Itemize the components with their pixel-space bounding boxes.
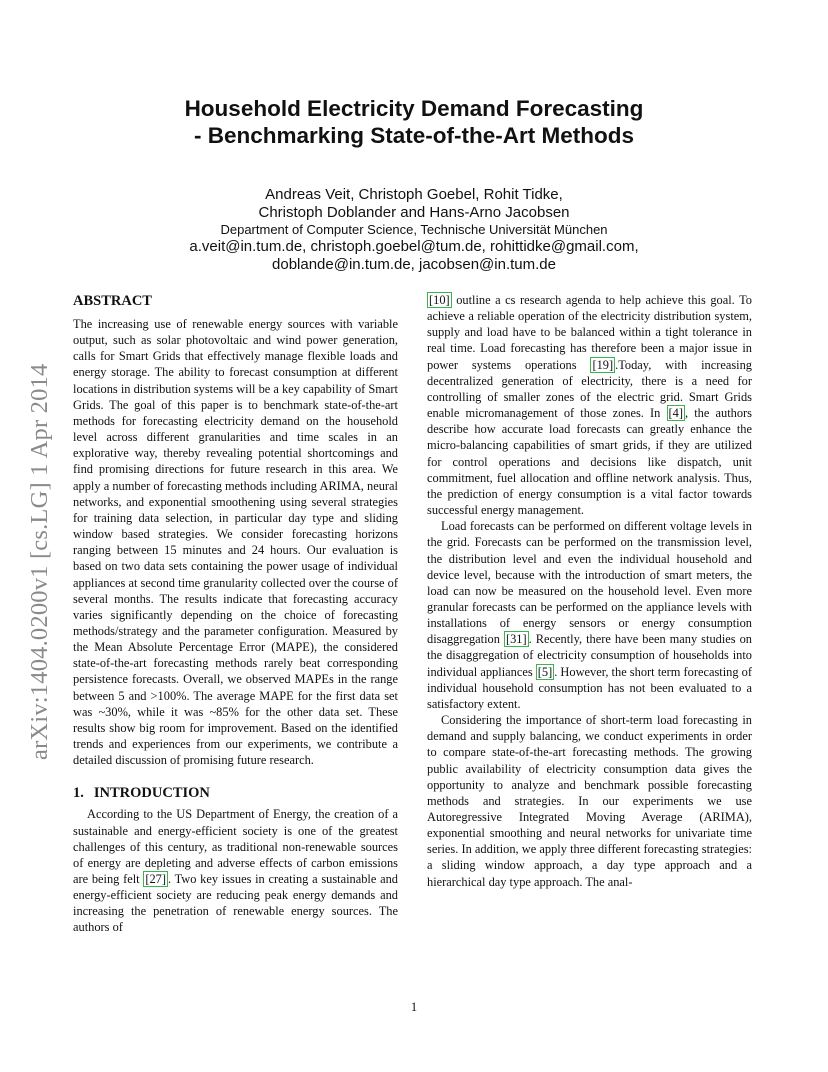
citation-link[interactable]: [27]	[145, 872, 166, 886]
authors-line-2: Christoph Doblander and Hans-Arno Jacobsen	[258, 204, 570, 221]
paper-title	[0, 95, 828, 149]
intro-paragraph-3: Considering the importance of short-term load forecasting in demand and supply balancing, we conduct experiments in order to compare state-of-the-art forecasting methods. The growing public availability of electricity consumption data gives the opportunity to analyze and benchmark possible forecasting methods and strategies. In our experiments we use Autoregressive Integrated Moving Average (ARIMA), exponential smoothing and neural networks for univariate time series. In addition, we apply three different forecasting strategies: a sliding window approach, a day type approach and a hierarchical day type approach. The anal-	[427, 713, 752, 889]
intro-p1-text-e: , the authors describe how accurate load forecasts can greatly enhance the micro-balancing capabilities of smart grids, if they are utilized for control operations and decisions like dispatch, unit commitment, fuel allocation and offline network analysis. Thus, the prediction of energy consumption is a vital factor towards successful energy management.	[427, 406, 752, 518]
right-column	[427, 292, 752, 890]
intro-p1-text-d: .Today, with increasing decentralized generation of electricity, there is a need for controlling of smaller zones of the electric grid. Smart Grids enable micromanagement of those zones. In	[427, 357, 752, 421]
section-title: INTRODUCTION	[93, 785, 210, 802]
introduction-heading	[73, 784, 398, 802]
intro-p2-text-a: Load forecasts can be performed on different voltage levels in the grid. Forecasts can be performed on the transmission level, the distribution level and even the individual household and device level, because with the introduction of smart meters, the load can now be measured on the household level. Even more granular forecasts can be performed on the appliance levels with installations of energy sensors or energy consumption disaggregation	[427, 519, 752, 647]
abstract-heading: ABSTRACT	[73, 293, 152, 309]
abstract-text: The increasing use of renewable energy sources with variable output, such as solar photovoltaic and wind power generation, calls for Smart Grids that effectively manage flexible loads and energy storage. The ability to forecast consumption at different locations in distribution systems will be a key capability of Smart Grids. The goal of this paper is to benchmark state-of-the-art methods for forecasting electricity demand on the household level across different granularities and time scales in an explorative way, thereby revealing potential shortcomings and find promising directions for future research in this area. We apply a number of forecasting methods including ARIMA, neural networks, and exponential smoothening using several strategies for training data selection, in particular day type and sliding window based strategies. We consider forecasting horizons ranging between 15 minutes and 24 hours. Our evaluation is based on two data sets containing the power usage of individual appliances at second time granularity collected over the course of several months. The results indicate that forecasting accuracy varies significantly depending on the choice of forecasting methods/strategy and the parameter configuration. Measured by the Mean Absolute Percentage Error (MAPE), the considered state-of-the-art forecasting methods rarely beat corresponding persistence forecasts. Overall, we observed MAPEs in the range between 5 and >100%. The average MAPE for the first data set was ~30%, while it was ~85% for the other data set. These results show big room for improvement. Based on the identified trends and experiences from our experiments, we contribute a detailed discussion of promising future research.	[73, 317, 398, 768]
author-emails-line-2: doblande@in.tum.de, jacobsen@in.tum.de	[272, 256, 556, 273]
intro-paragraph-1-cont	[427, 292, 752, 518]
intro-p2-text-b: . Recently, there have been many studies on the disaggregation of electricity consumption of households into individual appliances	[427, 632, 753, 679]
citation-link[interactable]: [4]	[668, 406, 683, 421]
paper-title-line-2: - Benchmarking State-of-the-Art Methods	[193, 123, 634, 148]
page-number: 1	[410, 1000, 418, 1014]
citation-link[interactable]: [19]	[592, 357, 614, 372]
citation-link[interactable]: [10]	[429, 293, 450, 307]
arxiv-identifier-stamp	[20, 290, 60, 760]
intro-p1-text-b: . Two key issues in creating a sustainable and energy-efficient society are reducing peak energy demands and increasing the penetration of renewable energy sources. The authors of	[73, 872, 398, 935]
intro-p2-text-c: . However, the short term forecasting of individual household consumption has not been evaluated to a satisfactory extent.	[427, 664, 752, 711]
intro-paragraph-2	[427, 518, 752, 712]
authors-line-1: Andreas Veit, Christoph Goebel, Rohit Tidke,	[265, 186, 563, 203]
intro-p1-text-c: outline a cs research agenda to help achieve this goal. To achieve a reliable operation of the electricity distribution system, supply and load have to be balanced within a tight tolerance in real time. Load forecasting has therefore been a major issue in power systems operations	[427, 293, 752, 372]
author-affiliation: Department of Computer Science, Technische Universität München	[220, 222, 608, 237]
author-block	[0, 186, 828, 274]
left-column	[73, 292, 398, 936]
citation-link[interactable]: [31]	[505, 632, 527, 647]
intro-p1-text-a: According to the US Department of Energy, the creation of a sustainable and energy-efficient society is one of the greatest challenges of this century, as traditional non-renewable sources of energy are depleting and adverse effects of carbon emissions are being felt	[73, 807, 398, 886]
citation-link[interactable]: [5]	[537, 664, 553, 679]
arxiv-identifier-text: arXiv:1404.0200v1 [cs.LG] 1 Apr 2014	[26, 363, 53, 760]
intro-paragraph-1-start	[73, 806, 398, 935]
author-emails-line-1: a.veit@in.tum.de, christoph.goebel@tum.de, rohittidke@gmail.com,	[189, 238, 639, 255]
paper-title-line-1: Household Electricity Demand Forecasting	[184, 96, 644, 121]
section-number: 1.	[73, 785, 84, 802]
